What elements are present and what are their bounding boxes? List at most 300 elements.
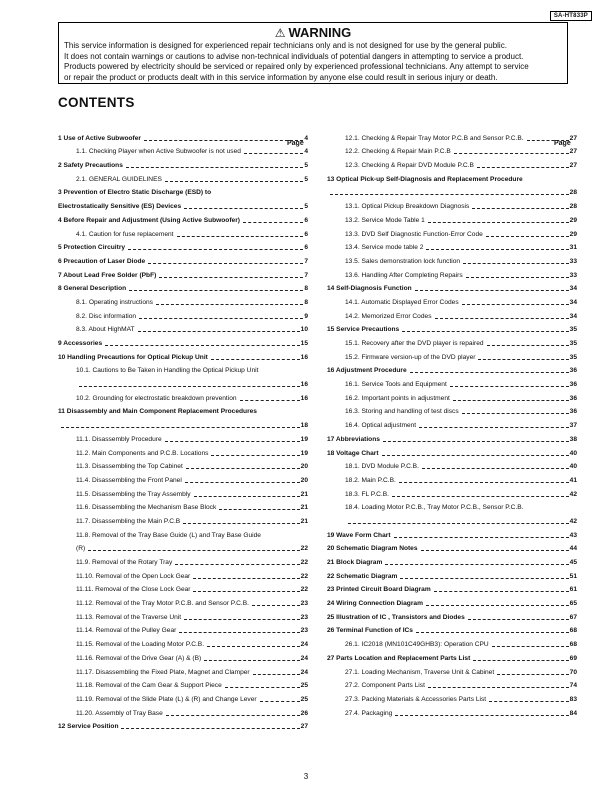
leader-dots [138, 331, 300, 332]
toc-entry-page: 37 [569, 422, 577, 430]
toc-entry-title: 27.1. Loading Mechanism, Traverse Unit & Cabinet [345, 668, 495, 676]
toc-entry-page: 26 [300, 709, 308, 717]
leader-dots [472, 208, 568, 209]
toc-entry-page: 21 [300, 517, 308, 525]
toc-entry[interactable] [327, 512, 577, 526]
toc-entry-title: 7 About Lead Free Solder (PbF) [58, 271, 157, 279]
toc-entry-page: 10 [300, 326, 308, 334]
toc-entry-title: 12 Service Position [58, 723, 119, 731]
toc-entry[interactable] [58, 348, 308, 362]
toc-entry-page: 5 [304, 175, 308, 183]
leader-dots [252, 605, 300, 606]
toc-entry-title: 13 Optical Pick-up Self-Diagnosis and Replacement Procedure [327, 175, 523, 183]
leader-dots [193, 591, 299, 592]
toc-entry-page: 29 [569, 216, 577, 224]
leader-dots [330, 194, 569, 195]
toc-entry[interactable] [327, 375, 577, 389]
toc-entry[interactable] [327, 430, 577, 444]
leader-dots [399, 482, 569, 483]
toc-entry[interactable] [58, 704, 308, 718]
toc-entry[interactable] [58, 635, 308, 649]
toc-entry-page: 51 [569, 572, 577, 580]
toc-entry-page: 9 [304, 312, 308, 320]
toc-entry-title: 8 General Description [58, 285, 127, 293]
toc-entry-title: 11.2. Main Components and P.C.B. Locations [76, 449, 209, 457]
toc-entry[interactable] [327, 663, 577, 677]
toc-entry[interactable] [327, 389, 577, 403]
warning-line: It does not contain warnings or cautions to advise non-technical individuals of potential dangers in attempting to service a product. [64, 51, 524, 61]
toc-entry[interactable] [327, 553, 577, 567]
toc-entry-page: 33 [569, 271, 577, 279]
toc-entry-page: 61 [569, 586, 577, 594]
toc-entry-page: 67 [569, 613, 577, 621]
leader-dots [184, 208, 303, 209]
toc-entry-title: 11.13. Removal of the Traverse Unit [76, 613, 182, 621]
toc-entry-page: 6 [304, 244, 308, 252]
toc-entry-title: 16.1. Service Tools and Equipment [345, 381, 447, 389]
leader-dots [415, 290, 569, 291]
toc-entry-page: 34 [569, 312, 577, 320]
toc-entry-page: 33 [569, 257, 577, 265]
toc-entry[interactable] [327, 594, 577, 608]
toc-entry-title: 14.1. Automatic Displayed Error Codes [345, 298, 459, 306]
toc-entry-page: 22 [300, 586, 308, 594]
leader-dots [179, 632, 299, 633]
leader-dots [410, 372, 569, 373]
toc-entry[interactable] [58, 143, 308, 157]
leader-dots [79, 386, 300, 387]
toc-entry[interactable] [58, 252, 308, 266]
toc-entry[interactable] [327, 471, 577, 485]
toc-entry[interactable] [327, 293, 577, 307]
toc-entry[interactable] [327, 608, 577, 622]
leader-dots [148, 263, 303, 264]
toc-entry-title: 11.10. Removal of the Open Lock Gear [76, 572, 191, 580]
toc-entry-title: 11.4. Disassembling the Front Panel [76, 476, 182, 484]
leader-dots [61, 427, 300, 428]
toc-entry-page: 27 [569, 148, 577, 156]
toc-entry-title: 16.4. Optical adjustment [345, 422, 417, 430]
toc-entry-title: Electrostatically Sensitive (ES) Devices [58, 203, 182, 211]
leader-dots [421, 550, 569, 551]
toc-entry-title: 12.1. Checking & Repair Tray Motor P.C.B and Sensor P.C.B. [345, 134, 524, 142]
leader-dots [129, 290, 303, 291]
leader-dots [204, 660, 299, 661]
toc-entry-title: 24 Wiring Connection Diagram [327, 600, 423, 608]
toc-entry[interactable] [58, 690, 308, 704]
leader-dots [194, 496, 300, 497]
toc-entry-title: 11.17. Disassembling the Fixed Plate, Magnet and Clamper [76, 668, 250, 676]
toc-entry-page: 6 [304, 216, 308, 224]
toc-entry-title: 20 Schematic Diagram Notes [327, 545, 418, 553]
toc-entry-title: 23 Printed Circuit Board Diagram [327, 586, 431, 594]
toc-entry[interactable] [58, 499, 308, 513]
toc-entry-title: 11.9. Removal of the Rotary Tray [76, 559, 173, 566]
toc-entry[interactable] [58, 444, 308, 458]
toc-entry-page: 35 [569, 340, 577, 347]
leader-dots [477, 167, 569, 168]
toc-entry[interactable] [327, 567, 577, 581]
leader-dots [463, 263, 569, 264]
toc-entry-page: 28 [569, 189, 577, 197]
toc-entry-page: 19 [300, 449, 308, 457]
toc-entry[interactable] [327, 321, 577, 335]
toc-entry[interactable] [58, 389, 308, 403]
toc-entry-page: 34 [569, 285, 577, 293]
leader-dots [121, 728, 299, 729]
toc-entry[interactable] [58, 225, 308, 239]
toc-entry-title: 17 Abbreviations [327, 435, 380, 443]
toc-entry-title: 9 Accessories [58, 340, 103, 347]
toc-entry[interactable] [58, 485, 308, 499]
toc-entry[interactable] [327, 704, 577, 718]
toc-entry-title: 11.14. Removal of the Pulley Gear [76, 627, 177, 635]
toc-entry-page: 8 [304, 298, 308, 306]
toc-entry-title: 5 Protection Circuitry [58, 244, 126, 252]
toc-entry[interactable] [327, 458, 577, 472]
leader-dots [468, 619, 569, 620]
toc-entry[interactable] [58, 403, 308, 417]
toc-entry-page: 42 [569, 490, 577, 498]
toc-entry[interactable] [58, 512, 308, 526]
toc-left-column [58, 129, 308, 731]
toc-entry-title: 27.2. Component Parts List [345, 682, 425, 690]
leader-dots [159, 277, 303, 278]
toc-entry[interactable] [327, 197, 577, 211]
leader-dots [428, 222, 569, 223]
toc-entry[interactable] [327, 184, 577, 198]
toc-entry-page: 22 [300, 559, 308, 566]
toc-entry-title: 11.18. Removal of the Cam Gear & Support Piece [76, 682, 222, 690]
toc-entry-page: 5 [304, 162, 308, 170]
warning-line: or repair the product or products dealt with in this service information by anyone else could result in serious injury or death. [64, 72, 498, 82]
toc-entry[interactable] [58, 307, 308, 321]
toc-entry-page: 5 [304, 203, 308, 211]
leader-dots [487, 345, 569, 346]
toc-entry-title: 2.1. GENERAL GUIDELINES [76, 175, 162, 183]
toc-entry-title: 14.2. Memorized Error Codes [345, 312, 432, 320]
leader-dots [478, 359, 568, 360]
toc-entry[interactable] [58, 567, 308, 581]
toc-entry-page: 25 [300, 682, 308, 690]
toc-entry-title: 13.3. DVD Self Diagnostic Function-Error Code [345, 230, 483, 238]
toc-entry-title: 11.1. Disassembly Procedure [76, 435, 162, 443]
leader-dots [489, 701, 569, 702]
toc-entry-page: 22 [300, 545, 308, 553]
toc-entry-title: 16.2. Important points in adjustment [345, 394, 450, 402]
toc-entry[interactable] [58, 239, 308, 253]
toc-entry-page: 31 [569, 244, 577, 252]
warning-title-text: WARNING [288, 25, 352, 40]
toc-entry-page: 70 [569, 668, 577, 676]
toc-entry[interactable] [58, 211, 308, 225]
toc-entry-title: 27.4. Packaging [345, 709, 393, 717]
warning-line: This service information is designed for experienced repair technicians only and is not designed for use by the general public. [64, 41, 507, 50]
leader-dots [426, 605, 569, 606]
toc-entry-page: 44 [569, 545, 577, 553]
toc-entry[interactable] [327, 211, 577, 225]
toc-entry-title: 25 Illustration of IC , Transistors and Diodes [327, 613, 465, 621]
toc-entry[interactable] [327, 622, 577, 636]
toc-entry-title: 11.16. Removal of the Drive Gear (A) & (B) [76, 654, 202, 662]
toc-entry[interactable] [327, 677, 577, 691]
toc-entry[interactable] [58, 718, 308, 732]
toc-entry-title: 11.20. Assembly of Tray Base [76, 709, 163, 717]
leader-dots [486, 236, 569, 237]
toc-entry[interactable] [327, 690, 577, 704]
toc-entry[interactable] [58, 622, 308, 636]
toc-entry-title: 13.4. Service mode table 2 [345, 244, 424, 252]
toc-entry[interactable] [58, 649, 308, 663]
leader-dots [392, 496, 569, 497]
toc-entry-title: 11.12. Removal of the Tray Motor P.C.B. and Sensor P.C.B. [76, 600, 249, 608]
leader-dots [175, 564, 299, 565]
leader-dots [186, 468, 300, 469]
toc-entry[interactable] [58, 430, 308, 444]
toc-entry-page: 23 [300, 600, 308, 608]
toc-entry-page: 42 [569, 517, 577, 525]
toc-entry-page: 23 [300, 627, 308, 635]
leader-dots [462, 413, 569, 414]
leader-dots [348, 523, 569, 524]
leader-dots [156, 304, 303, 305]
toc-entry[interactable] [58, 280, 308, 294]
toc-entry-title: 2 Safety Precautions [58, 162, 123, 170]
toc-entry-page: 18 [300, 422, 308, 430]
toc-entry[interactable] [327, 156, 577, 170]
leader-dots [211, 455, 299, 456]
toc-entry[interactable] [58, 184, 308, 198]
toc-entry[interactable] [327, 362, 577, 376]
toc-entry-title: 18.3. FL P.C.B. [345, 490, 389, 498]
contents-title: CONTENTS [58, 95, 135, 110]
toc-entry-page: 20 [300, 463, 308, 471]
toc-entry[interactable] [58, 663, 308, 677]
toc-entry-title: 18.1. DVD Module P.C.B. [345, 463, 419, 471]
leader-dots [428, 687, 569, 688]
toc-entry-page: 35 [569, 353, 577, 361]
toc-entry[interactable] [58, 129, 308, 143]
toc-entry-title: 11.5. Disassembling the Tray Assembly [76, 490, 191, 498]
leader-dots [165, 181, 303, 182]
leader-dots [253, 674, 300, 675]
toc-entry[interactable] [327, 649, 577, 663]
toc-entry-page: 24 [300, 641, 308, 649]
toc-entry-page: 7 [304, 271, 308, 279]
toc-entry-page: 24 [300, 668, 308, 676]
toc-entry[interactable] [58, 581, 308, 595]
toc-entry-page: 19 [300, 435, 308, 443]
leader-dots [385, 564, 568, 565]
toc-entry-page: 6 [304, 230, 308, 238]
leader-dots [88, 550, 300, 551]
leader-dots [243, 222, 303, 223]
leader-dots [454, 153, 569, 154]
leader-dots [184, 619, 300, 620]
toc-entry[interactable] [58, 375, 308, 389]
toc-entry[interactable] [327, 280, 577, 294]
toc-entry[interactable] [58, 608, 308, 622]
toc-entry[interactable] [327, 239, 577, 253]
toc-entry-page: 34 [569, 298, 577, 306]
toc-entry-page: 25 [300, 695, 308, 703]
leader-dots [185, 482, 300, 483]
toc-entry-title: 10.2. Grounding for electrostatic breakdown prevention [76, 394, 237, 402]
toc-entry[interactable] [327, 581, 577, 595]
toc-entry-page: 4 [304, 134, 308, 142]
toc-entry-page: 45 [569, 559, 577, 566]
toc-entry-page: 27 [569, 134, 577, 142]
toc-entry-title: 18.2. Main P.C.B. [345, 476, 396, 484]
toc-entry[interactable] [58, 594, 308, 608]
leader-dots [139, 318, 303, 319]
leader-dots [244, 153, 303, 154]
toc-entry-page: 65 [569, 600, 577, 608]
toc-entry[interactable] [327, 444, 577, 458]
leader-dots [207, 646, 300, 647]
toc-entry[interactable] [327, 129, 577, 143]
warning-title [64, 25, 562, 41]
toc-entry-title: 8.3. About HighMAT [76, 326, 135, 334]
toc-entry-page: 43 [569, 531, 577, 539]
toc-entry-page: 36 [569, 381, 577, 389]
toc-entry-page: 7 [304, 257, 308, 265]
toc-entry[interactable] [327, 334, 577, 348]
toc-entry-title: 11.15. Removal of the Loading Motor P.C.B. [76, 641, 205, 649]
page-header-left: Page [287, 140, 304, 147]
leader-dots [419, 427, 569, 428]
toc-entry[interactable] [58, 362, 308, 376]
leader-dots [193, 578, 299, 579]
toc-entry-page: 20 [300, 476, 308, 484]
toc-entry-title: 4 Before Repair and Adjustment (Using Active Subwoofer) [58, 216, 240, 224]
toc-entry-title: 11.8. Removal of the Tray Base Guide (L) and Tray Base Guide [76, 531, 261, 539]
toc-entry[interactable] [327, 143, 577, 157]
toc-entry[interactable] [327, 416, 577, 430]
leader-dots [177, 236, 304, 237]
toc-entry-title: 11 Disassembly and Main Component Replacement Procedures [58, 408, 257, 416]
toc-entry-page: 36 [569, 394, 577, 402]
toc-entry-page: 27 [569, 162, 577, 170]
warning-box [58, 22, 568, 84]
leader-dots [225, 687, 300, 688]
toc-entry[interactable] [58, 471, 308, 485]
toc-entry-title: 27.3. Packing Materials & Accessories Parts List [345, 695, 487, 703]
toc-entry-page: 21 [300, 504, 308, 512]
toc-entry[interactable] [58, 197, 308, 211]
toc-entry[interactable] [58, 526, 308, 540]
toc-entry[interactable] [327, 170, 577, 184]
leader-dots [165, 441, 300, 442]
toc-entry[interactable] [58, 540, 308, 554]
toc-entry[interactable] [58, 266, 308, 280]
leader-dots [260, 701, 300, 702]
leader-dots [435, 318, 569, 319]
toc-entry[interactable] [327, 540, 577, 554]
toc-entry[interactable] [58, 416, 308, 430]
toc-entry-page: 41 [569, 476, 577, 484]
toc-entry[interactable] [58, 293, 308, 307]
toc-entry-title: 26 Terminal Function of ICs [327, 627, 413, 635]
leader-dots [400, 578, 568, 579]
toc-entry[interactable] [327, 252, 577, 266]
leader-dots [126, 167, 303, 168]
toc-entry[interactable] [327, 225, 577, 239]
leader-dots [395, 715, 568, 716]
toc-entry-title: 1.1. Checking Player when Active Subwoofer is not used [76, 148, 241, 156]
toc-entry-title: 21 Block Diagram [327, 559, 383, 566]
leader-dots [183, 523, 299, 524]
toc-entry-page: 28 [569, 203, 577, 211]
toc-entry[interactable] [58, 677, 308, 691]
toc-entry[interactable] [327, 348, 577, 362]
toc-entry-title: 19 Wave Form Chart [327, 531, 391, 539]
toc-entry-page: 21 [300, 490, 308, 498]
toc-entry[interactable] [327, 403, 577, 417]
toc-entry-page: 40 [569, 449, 577, 457]
toc-entry-page: 38 [569, 435, 577, 443]
toc-entry-title: 22 Schematic Diagram [327, 572, 398, 580]
leader-dots [466, 277, 569, 278]
leader-dots [128, 249, 303, 250]
leader-dots [166, 715, 300, 716]
toc-entry[interactable] [327, 485, 577, 499]
toc-entry-page: 27 [300, 723, 308, 731]
leader-dots [453, 400, 569, 401]
toc-entry-page: 15 [300, 340, 308, 347]
toc-entry-page: 69 [569, 654, 577, 662]
toc-entry[interactable] [327, 526, 577, 540]
leader-dots [105, 345, 300, 346]
toc-entry-title: 27 Parts Location and Replacement Parts List [327, 654, 471, 662]
toc-entry[interactable] [327, 499, 577, 513]
toc-entry-title: 11.6. Disassembling the Mechanism Base Block [76, 504, 217, 512]
toc-entry-page: 83 [569, 695, 577, 703]
leader-dots [434, 591, 569, 592]
toc-entry-page: 40 [569, 463, 577, 471]
warning-line: Products powered by electricity should be serviced or repaired only by experienced professional technicians. Any attempt to service [64, 62, 529, 71]
toc-entry-title: 10 Handling Precautions for Optical Pickup Unit [58, 353, 208, 361]
leader-dots [383, 441, 569, 442]
toc-entry[interactable] [58, 156, 308, 170]
toc-entry-title: 13.2. Service Mode Table 1 [345, 216, 425, 224]
toc-entry[interactable] [327, 635, 577, 649]
toc-entry-page: 24 [300, 654, 308, 662]
toc-entry-title: 15.1. Recovery after the DVD player is repaired [345, 340, 484, 347]
toc-entry[interactable] [58, 170, 308, 184]
model-number: SA-HT833P [550, 11, 592, 21]
leader-dots [402, 331, 568, 332]
toc-entry-title: (R) [76, 545, 86, 553]
toc-entry[interactable] [327, 266, 577, 280]
leader-dots [394, 537, 569, 538]
leader-dots [219, 509, 299, 510]
toc-entry[interactable] [327, 307, 577, 321]
toc-entry-page: 36 [569, 367, 577, 375]
toc-entry-title: 4.1. Caution for fuse replacement [76, 230, 174, 238]
toc-entry-page: 16 [300, 353, 308, 361]
page-header-right: Page [554, 140, 571, 147]
leader-dots [473, 660, 568, 661]
toc-entry[interactable] [58, 553, 308, 567]
toc-entry[interactable] [58, 458, 308, 472]
toc-entry[interactable] [58, 334, 308, 348]
toc-entry-title: 12.2. Checking & Repair Main P.C.B [345, 148, 451, 156]
toc-entry-page: 36 [569, 408, 577, 416]
toc-entry-page: 74 [569, 682, 577, 690]
toc-entry[interactable] [58, 321, 308, 335]
toc-entry-title: 8.2. Disc information [76, 312, 137, 320]
